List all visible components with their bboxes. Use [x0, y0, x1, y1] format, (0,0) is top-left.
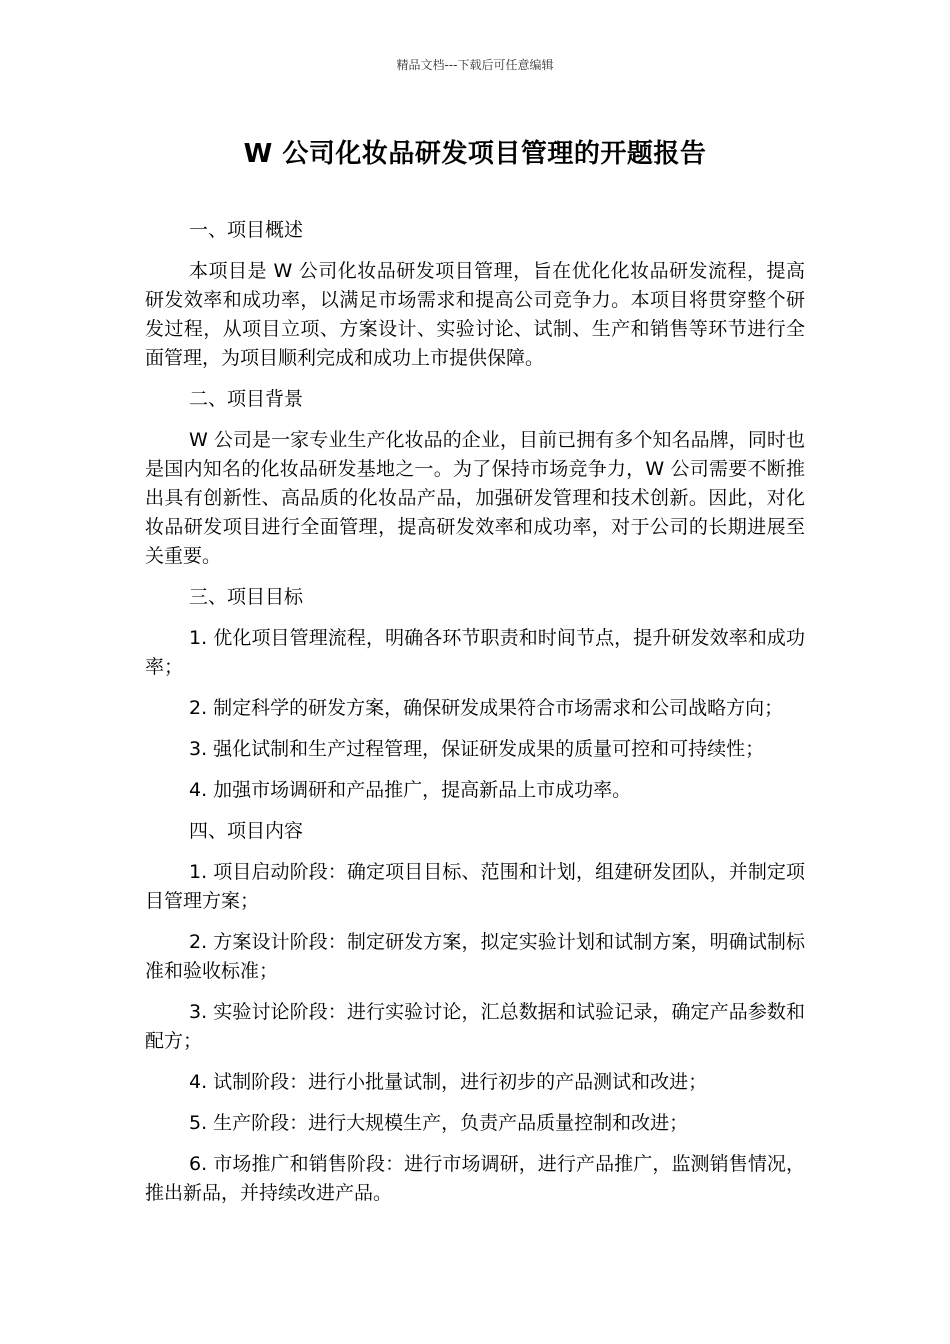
content-item: 5. 生产阶段：进行大规模生产，负责产品质量控制和改进； [189, 1112, 689, 1134]
section-heading-overview: 一、项目概述 [189, 219, 304, 241]
content-item: 6. 市场推广和销售阶段：进行市场调研，进行产品推广，监测销售情况，推出新品，并持续改进产品。 [145, 1153, 805, 1204]
section-heading-background: 二、项目背景 [189, 388, 304, 410]
content-item: 4. 试制阶段：进行小批量试制，进行初步的产品测试和改进； [189, 1071, 708, 1093]
paragraph-overview: 本项目是 W 公司化妆品研发项目管理，旨在优化化妆品研发流程，提高研发效率和成功率，以满足市场需求和提高公司竞争力。本项目将贯穿整个研发过程，从项目立项、方案设计、实验讨论、试制、生产和销售等环节进行全面管理，为项目顺利完成和成功上市提供保障。 [145, 260, 805, 369]
section-heading-goals: 三、项目目标 [189, 586, 304, 608]
goal-item: 2. 制定科学的研发方案，确保研发成果符合市场需求和公司战略方向； [189, 697, 784, 719]
header-note: 精品文档---下载后可任意编辑 [396, 58, 554, 72]
section-heading-content: 四、项目内容 [189, 820, 304, 842]
goal-item: 1. 优化项目管理流程，明确各环节职责和时间节点，提升研发效率和成功率； [145, 627, 805, 678]
goal-item: 4. 加强市场调研和产品推广，提高新品上市成功率。 [189, 779, 632, 801]
content-item: 2. 方案设计阶段：制定研发方案，拟定实验计划和试制方案，明确试制标准和验收标准； [145, 931, 805, 982]
document-title: W 公司化妆品研发项目管理的开题报告 [243, 139, 707, 169]
content-item: 1. 项目启动阶段：确定项目目标、范围和计划，组建研发团队，并制定项目管理方案； [145, 861, 805, 912]
document-body [145, 216, 805, 1220]
paragraph-background: W 公司是一家专业生产化妆品的企业，目前已拥有多个知名品牌，同时也是国内知名的化妆品研发基地之一。为了保持市场竞争力，W 公司需要不断推出具有创新性、高品质的化妆品产品，加强研发管理和技术创新。因此，对化妆品研发项目进行全面管理，提高研发效率和成功率，对于公司的长期进展至关重要。 [145, 429, 805, 567]
content-item: 3. 实验讨论阶段：进行实验讨论，汇总数据和试验记录，确定产品参数和配方； [145, 1001, 805, 1052]
goal-item: 3. 强化试制和生产过程管理，保证研发成果的质量可控和可持续性； [189, 738, 765, 760]
